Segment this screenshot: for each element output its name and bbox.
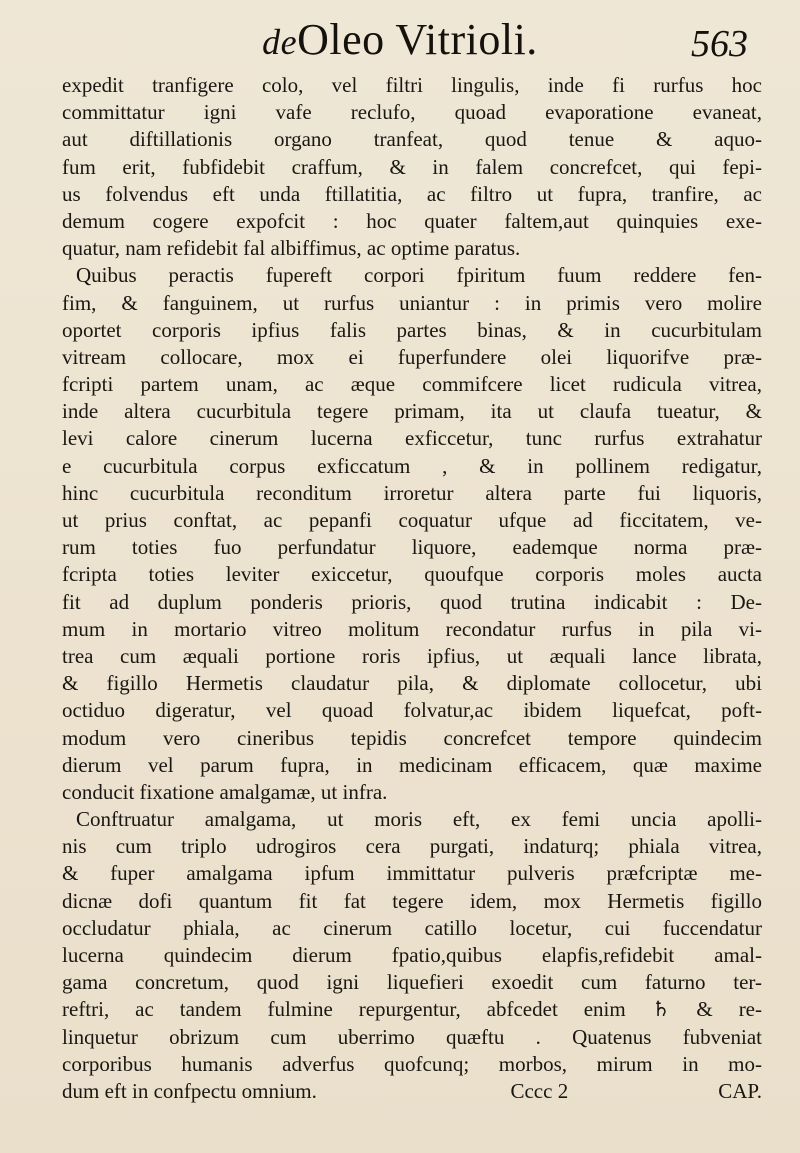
catchword: CAP. <box>718 1078 762 1103</box>
running-title-main: Oleo Vitrioli. <box>297 15 538 64</box>
text-line: committatur igni vafe reclufo, quoad evaporatione evaneat, <box>62 100 762 125</box>
text-line: demum cogere expofcit : hoc quater faltem,aut quinquies exe- <box>62 208 762 233</box>
text-line: & fuper amalgama ipfum immittatur pulveris præfcriptæ me- <box>62 861 762 886</box>
text-line: & figillo Hermetis claudatur pila, & diplomate collocetur, ubi <box>62 671 762 696</box>
text-line: corporibus humanis adverfus quofcunq; morbos, mirum in mo- <box>62 1051 762 1076</box>
text-line: nis cum triplo udrogiros cera purgati, indaturq; phiala vitrea, <box>62 834 762 859</box>
signature-mark: Cccc 2 <box>510 1078 569 1103</box>
text-line: dierum vel parum fupra, in medicinam efficacem, quæ maxime <box>62 752 762 777</box>
text-line: conducit fixatione amalgamæ, ut infra. <box>62 779 388 804</box>
text-line: fim, & fanguinem, ut rurfus uniantur : in primis vero molire <box>62 290 762 315</box>
text-line: fit ad duplum ponderis prioris, quod trutina indicabit : De- <box>62 589 762 614</box>
text-line: levi calore cinerum lucerna exficcetur, tunc rurfus extrahatur <box>62 426 762 451</box>
text-line: trea cum æquali portione roris ipfius, ut æquali lance librata, <box>62 643 762 668</box>
text-line: oportet corporis ipfius falis partes binas, & in cucurbitulam <box>62 317 762 342</box>
text-line: fum erit, fubfidebit craffum, & in falem concrefcet, qui fepi- <box>62 154 762 179</box>
text-line: reftri, ac tandem fulmine repurgentur, abfcedet enim ♄ & re- <box>62 997 762 1022</box>
text-line: Quibus peractis fupereft corpori fpiritum fuum reddere fen- <box>76 263 762 288</box>
text-line: expedit tranfigere colo, vel filtri lingulis, inde fi rurfus hoc <box>62 73 762 97</box>
text-line: aut diftillationis organo tranfeat, quod tenue & aquo- <box>62 127 762 152</box>
page-number: 563 <box>691 23 748 65</box>
page-header <box>0 10 800 66</box>
text-line: inde altera cucurbitula tegere primam, ita ut claufa tueatur, & <box>62 399 762 424</box>
text-line: ut prius conftat, ac pepanfi coquatur ufque ad ficcitatem, ve- <box>62 508 762 532</box>
text-line: mum in mortario vitreo molitum recondatur rurfus in pila vi- <box>62 616 762 641</box>
final-line <box>62 1078 762 1105</box>
body-text <box>62 72 762 1105</box>
text-line: lucerna quindecim dierum fpatio,quibus elapfis,refidebit amal- <box>62 943 762 967</box>
text-line: vitream collocare, mox ei fuperfundere olei liquorifve præ- <box>62 344 762 369</box>
running-title <box>0 14 800 65</box>
text-line: octiduo digeratur, vel quoad folvatur,ac ibidem liquefcat, poft- <box>62 698 762 723</box>
text-line: linquetur obrizum cum uberrimo quæftu . Quatenus fubveniat <box>62 1024 762 1049</box>
text-line: hinc cucurbitula reconditum irroretur altera parte fui liquoris, <box>62 480 762 505</box>
text-line: e cucurbitula corpus exficcatum , & in pollinem redigatur, <box>62 453 762 478</box>
final-line-text: dum eft in confpectu omnium. <box>62 1078 317 1103</box>
text-line: us folvendus eft unda ftillatitia, ac filtro ut fupra, tranfire, ac <box>62 181 762 206</box>
text-line: Conftruatur amalgama, ut moris eft, ex femi uncia apolli- <box>76 807 762 832</box>
text-line: gama concretum, quod igni liquefieri exoedit cum faturno ter- <box>62 970 762 995</box>
text-line: fcripti partem unam, ac æque commifcere licet rudicula vitrea, <box>62 372 762 397</box>
text-line: quatur, nam refidebit fal albiffimus, ac optime paratus. <box>62 236 521 261</box>
text-line: modum vero cineribus tepidis concrefcet tempore quindecim <box>62 725 762 750</box>
text-line: rum toties fuo perfundatur liquore, eademque norma præ- <box>62 535 762 560</box>
text-line: occludatur phiala, ac cinerum catillo locetur, cui fuccendatur <box>62 915 762 940</box>
text-line: fcripta toties leviter exiccetur, quoufque corporis moles aucta <box>62 562 762 587</box>
text-line: dicnæ dofi quantum fit fat tegere idem, mox Hermetis figillo <box>62 888 762 913</box>
running-title-prefix: de <box>262 22 298 62</box>
